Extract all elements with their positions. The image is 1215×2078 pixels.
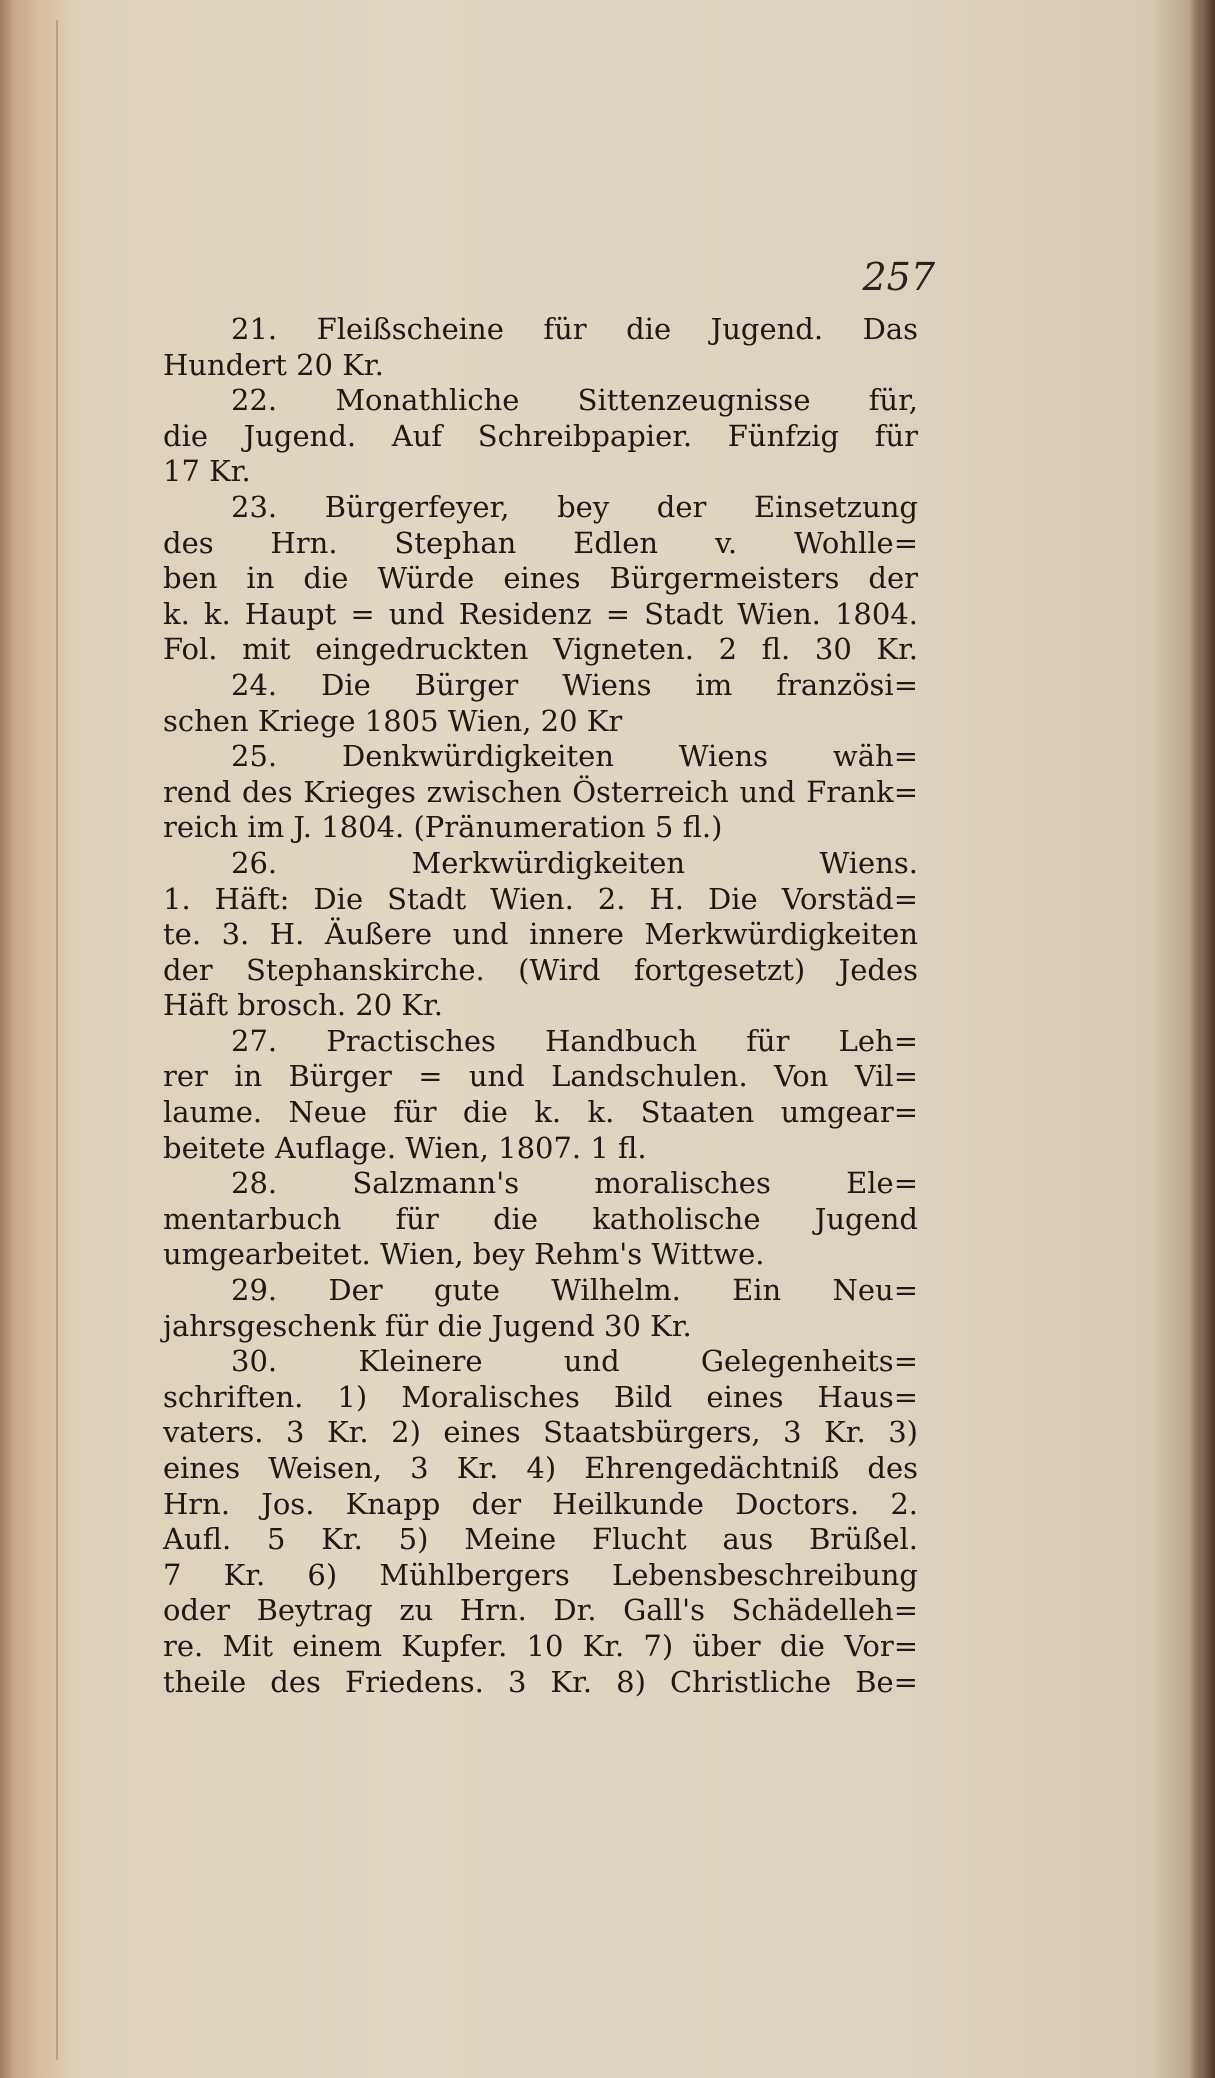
entry-25	[163, 739, 918, 846]
text-line: Hrn. Jos. Knapp der Heilkunde Doctors. 2.	[163, 1486, 918, 1521]
text-line: theile des Friedens. 3 Kr. 8) Christliche Be=	[163, 1664, 918, 1699]
text-line: Aufl. 5 Kr. 5) Meine Flucht aus Brüßel.	[163, 1522, 918, 1557]
text-line: jahrsgeschenk für die Jugend 30 Kr.	[163, 1308, 692, 1343]
text-line: eines Weisen, 3 Kr. 4) Ehrengedächtniß des	[163, 1451, 918, 1485]
text-line: 21. Fleißscheine für die Jugend. Das	[231, 312, 918, 346]
text-line: 28. Salzmann's moralisches Ele=	[231, 1166, 918, 1201]
entry-29	[163, 1273, 918, 1344]
text-line: Fol. mit eingedruckten Vigneten. 2 fl. 30 Kr.	[163, 632, 918, 667]
entry-21	[163, 312, 918, 383]
text-line: 7 Kr. 6) Mühlbergers Lebensbeschreibung	[163, 1557, 918, 1592]
text-line: 17 Kr.	[163, 454, 251, 489]
entry-22	[163, 383, 918, 490]
text-line: schriften. 1) Moralisches Bild eines Haus=	[163, 1379, 918, 1414]
text-line: k. k. Haupt = und Residenz = Stadt Wien. 1804.	[163, 596, 918, 631]
text-line: vaters. 3 Kr. 2) eines Staatsbürgers, 3 Kr. 3)	[163, 1415, 918, 1450]
text-line: 29. Der gute Wilhelm. Ein Neu=	[231, 1273, 918, 1308]
entry-23	[163, 490, 918, 668]
text-line: rer in Bürger = und Landschulen. Von Vil=	[163, 1059, 918, 1094]
text-line: schen Kriege 1805 Wien, 20 Kr	[163, 703, 623, 738]
text-line: rend des Krieges zwischen Österreich und Frank=	[163, 774, 918, 809]
text-line: te. 3. H. Äußere und innere Merkwürdigkeiten	[163, 917, 918, 952]
text-line: der Stephanskirche. (Wird fortgesetzt) Jedes	[163, 952, 918, 987]
entry-26	[163, 846, 918, 1024]
text-line: 23. Bürgerfeyer, bey der Einsetzung	[231, 489, 918, 524]
entry-30	[163, 1344, 918, 1700]
text-line: 22. Monathliche Sittenzeugnisse für,	[231, 383, 918, 418]
page-gutter	[0, 0, 70, 2078]
text-line: ben in die Würde eines Bürgermeisters der	[163, 561, 918, 596]
text-line: 25. Denkwürdigkeiten Wiens wäh=	[231, 739, 918, 774]
text-line: reich im J. 1804. (Pränumeration 5 fl.)	[163, 810, 723, 845]
page-number: 257	[862, 255, 935, 299]
text-line: 24. Die Bürger Wiens im französi=	[231, 667, 918, 702]
text-line: 26. Merkwürdigkeiten Wiens.	[231, 845, 918, 880]
text-line: laume. Neue für die k. k. Staaten umgear=	[163, 1095, 918, 1130]
entry-24	[163, 668, 918, 739]
text-line: oder Beytrag zu Hrn. Dr. Gall's Schädelleh=	[163, 1593, 918, 1628]
text-line: die Jugend. Auf Schreibpapier. Fünfzig für	[163, 418, 918, 453]
page-edge-shadow	[1189, 0, 1215, 2078]
text-line: 1. Häft: Die Stadt Wien. 2. H. Die Vorstäd=	[163, 881, 918, 916]
text-line: Hundert 20 Kr.	[163, 347, 384, 382]
binding-crease	[56, 20, 58, 2060]
text-line: umgearbeitet. Wien, bey Rehm's Wittwe.	[163, 1237, 765, 1272]
entry-28	[163, 1166, 918, 1273]
text-line: mentarbuch für die katholische Jugend	[163, 1201, 918, 1236]
text-line: des Hrn. Stephan Edlen v. Wohlle=	[163, 525, 918, 560]
text-line: beitete Auflage. Wien, 1807. 1 fl.	[163, 1130, 647, 1165]
text-line: re. Mit einem Kupfer. 10 Kr. 7) über die Vor=	[163, 1628, 918, 1663]
text-line: 30. Kleinere und Gelegenheits=	[231, 1344, 918, 1379]
text-line: Häft brosch. 20 Kr.	[163, 988, 443, 1023]
text-line: 27. Practisches Handbuch für Leh=	[231, 1023, 918, 1058]
catalog-text	[163, 312, 918, 1700]
entry-27	[163, 1024, 918, 1166]
